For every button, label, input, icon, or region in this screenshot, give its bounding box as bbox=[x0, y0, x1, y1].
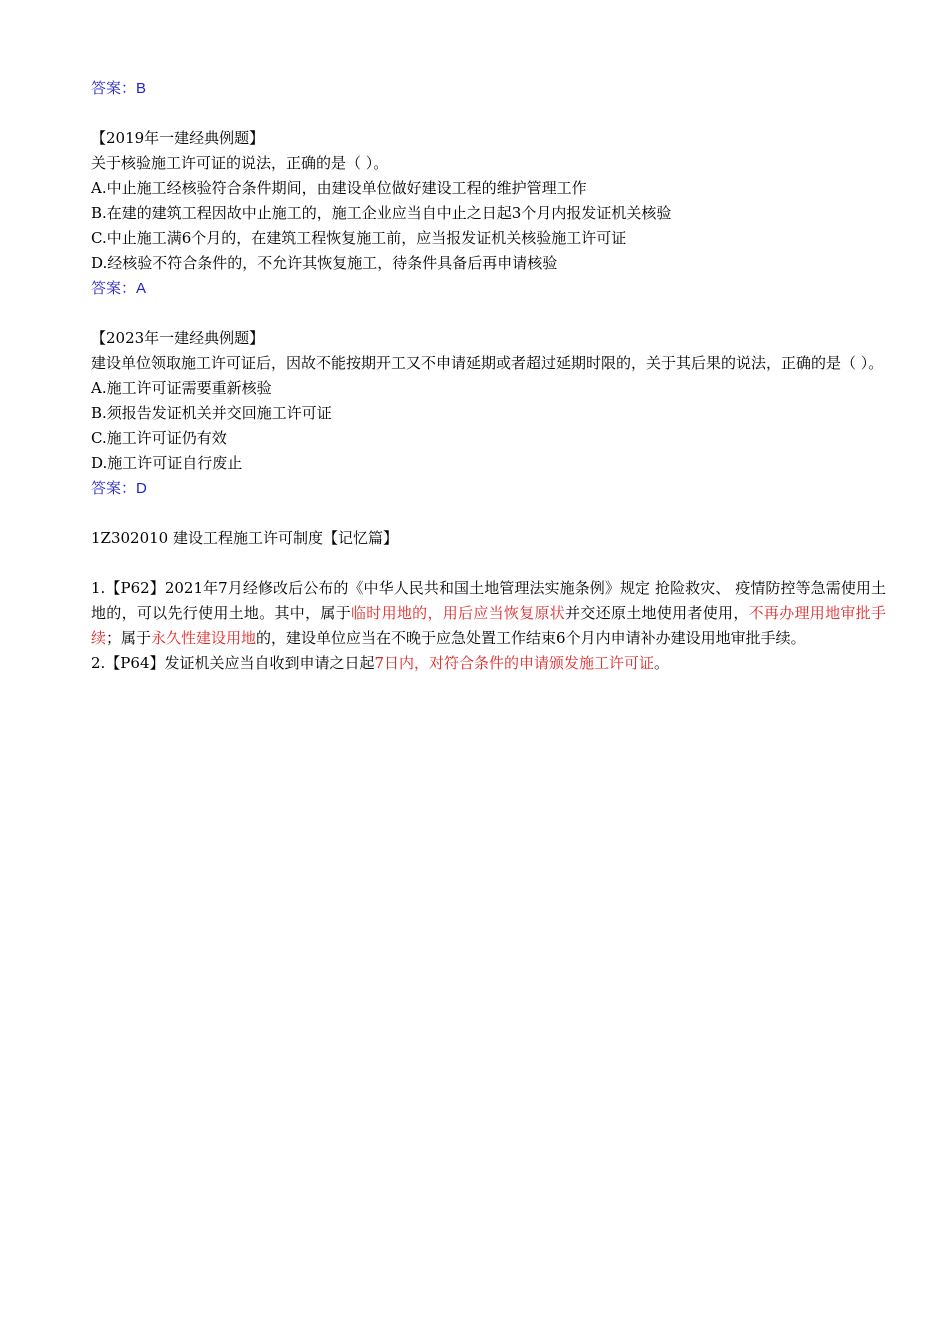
memory-text: 1.【P62】2021年7月经修改后公布的《中华人民共和国土地管理法实施条例》规定 抢险救灾、 疫情防控等急需使用土地的，可以先行使用土地。其中，属于 bbox=[91, 579, 886, 622]
document-page bbox=[91, 76, 886, 676]
option-d: D.经核验不符合条件的，不允许其恢复施工，待条件具备后再申请核验 bbox=[91, 254, 558, 272]
spacer bbox=[91, 301, 886, 326]
option-c: C.中止施工满6个月的，在建筑工程恢复施工前，应当报发证机关核验施工许可证 bbox=[91, 229, 627, 247]
question-2023 bbox=[91, 326, 886, 501]
option-b: B.在建的建筑工程因故中止施工的，施工企业应当自中止之日起3个月内报发证机关核验 bbox=[91, 204, 672, 222]
memory-text: 并交还原土地使用者使用， bbox=[565, 604, 749, 622]
memory-text: 的，建设单位应当在不晚于应急处置工作结束6个月内申请补办建设用地审批手续。 bbox=[256, 629, 806, 647]
section-title: 1Z302010 建设工程施工许可制度【记忆篇】 bbox=[91, 529, 398, 547]
spacer bbox=[91, 551, 886, 576]
answer-1: 答案：B bbox=[91, 80, 147, 97]
answer-2023: 答案：D bbox=[91, 480, 147, 497]
question-2019 bbox=[91, 126, 886, 301]
spacer bbox=[91, 101, 886, 126]
answer-2019: 答案：A bbox=[91, 280, 147, 297]
spacer bbox=[91, 501, 886, 526]
memory-item-2 bbox=[91, 651, 886, 676]
option-a: A.施工许可证需要重新核验 bbox=[91, 379, 272, 397]
question-stem: 关于核验施工许可证的说法，正确的是（ ）。 bbox=[91, 154, 389, 172]
question-stem: 建设单位领取施工许可证后，因故不能按期开工又不申请延期或者超过延期时限的，关于其后果的说法，正确的是（ ）。 bbox=[91, 354, 884, 372]
option-a: A.中止施工经核验符合条件期间，由建设单位做好建设工程的维护管理工作 bbox=[91, 179, 587, 197]
highlight-text: 临时用地的，用后应当恢复原状 bbox=[350, 604, 566, 622]
highlight-text: 不再办理用地审批手续 bbox=[91, 604, 886, 647]
memory-text: ；属于 bbox=[106, 629, 152, 647]
memory-item-1 bbox=[91, 576, 886, 651]
memory-text: 2.【P64】发证机关应当自收到申请之日起 bbox=[91, 654, 375, 672]
option-d: D.施工许可证自行废止 bbox=[91, 454, 243, 472]
highlight-text: 7日内，对符合条件的申请颁发施工许可证 bbox=[374, 654, 655, 672]
option-c: C.施工许可证仍有效 bbox=[91, 429, 227, 447]
question-heading: 【2019年一建经典例题】 bbox=[91, 129, 265, 147]
question-heading: 【2023年一建经典例题】 bbox=[91, 329, 265, 347]
memory-section bbox=[91, 526, 886, 676]
option-b: B.须报告发证机关并交回施工许可证 bbox=[91, 404, 332, 422]
memory-text: 。 bbox=[654, 654, 670, 672]
highlight-text: 永久性建设用地 bbox=[151, 629, 257, 647]
